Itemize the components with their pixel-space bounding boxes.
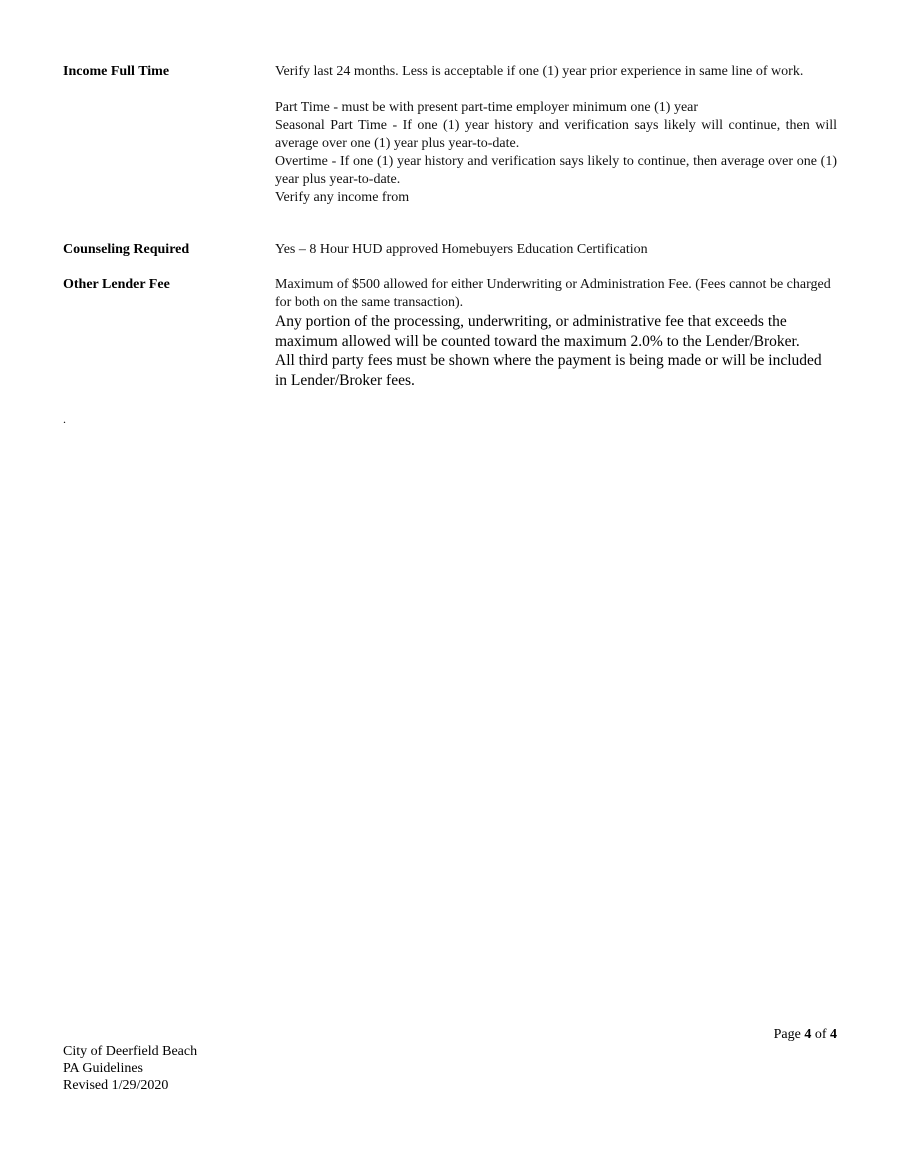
page-number-prefix: Page bbox=[773, 1027, 805, 1042]
income-verify-any: Verify any income from bbox=[275, 190, 410, 205]
footer-line-2: PA Guidelines bbox=[63, 1061, 143, 1076]
footer-line-1: City of Deerfield Beach bbox=[63, 1044, 198, 1059]
income-part-time: Part Time - must be with present part-time employer minimum one (1) year bbox=[275, 100, 699, 115]
lender-fee-text-1: Maximum of $500 allowed for either Underwriting or Administration Fee. (Fees cannot be charged for both on the same transaction). bbox=[275, 277, 831, 310]
stray-mark: . bbox=[63, 412, 66, 426]
income-content bbox=[275, 63, 837, 207]
income-seasonal: Seasonal Part Time - If one (1) year history and verification says likely will continue, then will average over one (1) year plus year-to-date. bbox=[275, 118, 837, 151]
lender-fee-content bbox=[275, 276, 837, 390]
income-overtime: Overtime - If one (1) year history and verification says likely to continue, then average over one (1) year plus year-to-date. bbox=[275, 154, 837, 187]
page-number-current: 4 bbox=[804, 1027, 812, 1042]
income-paragraph: Verify last 24 months. Less is acceptable if one (1) year prior experience in same line of work. bbox=[275, 64, 804, 79]
income-label: Income Full Time bbox=[63, 64, 170, 79]
counseling-label: Counseling Required bbox=[63, 242, 190, 257]
lender-fee-text-2: Any portion of the processing, underwriting, or administrative fee that exceeds the maximum allowed will be counted toward the maximum 2.0% to the Lender/Broker. bbox=[275, 313, 800, 350]
page-number-total: 4 bbox=[830, 1027, 837, 1042]
lender-fee-text-3: All third party fees must be shown where the payment is being made or will be included in Lender/Broker fees. bbox=[275, 352, 822, 389]
counseling-content bbox=[275, 241, 837, 259]
footer-line-3: Revised 1/29/2020 bbox=[63, 1078, 169, 1093]
lender-fee-label: Other Lender Fee bbox=[63, 277, 170, 292]
footer bbox=[63, 1043, 197, 1094]
page-number bbox=[774, 1026, 837, 1044]
counseling-text: Yes – 8 Hour HUD approved Homebuyers Education Certification bbox=[275, 242, 648, 257]
page-number-of: of bbox=[811, 1027, 830, 1042]
